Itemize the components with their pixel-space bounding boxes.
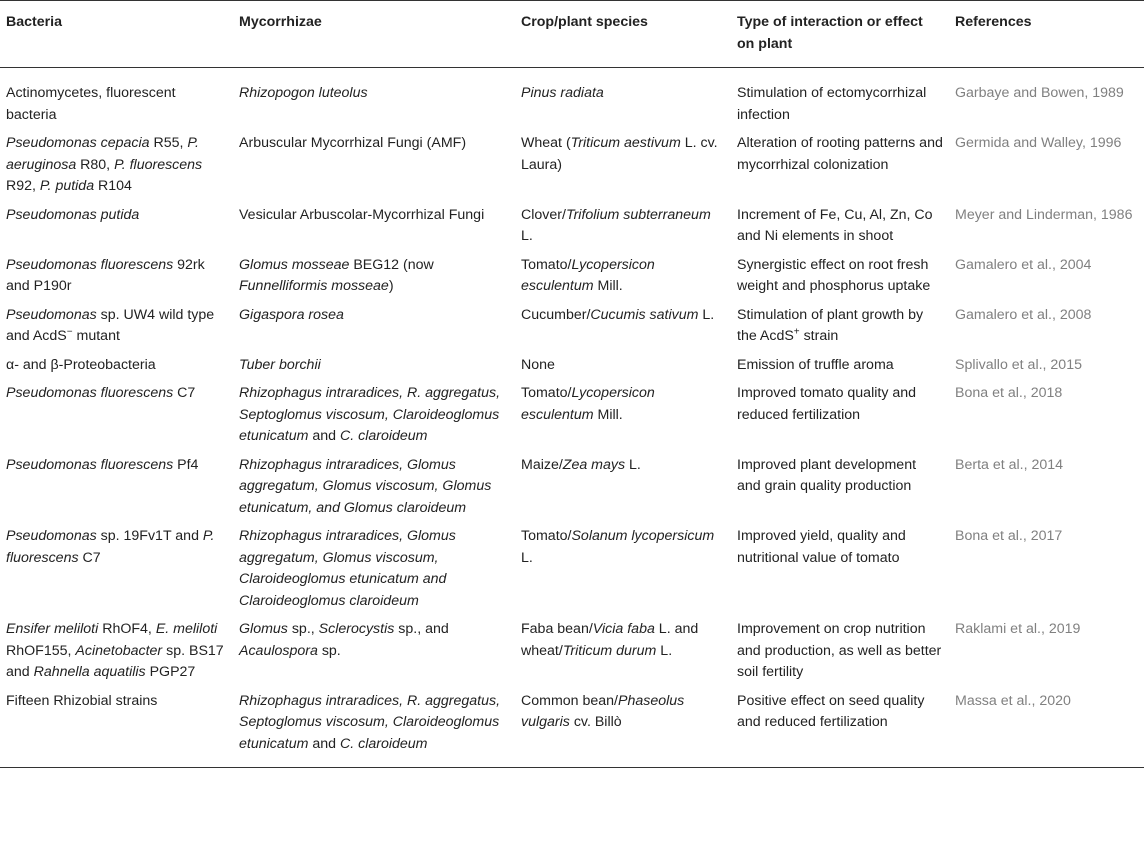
text-run: P. aeruginosa [6, 135, 199, 173]
text-run: Trifolium subterraneum [565, 206, 711, 223]
text-run: Glomus [239, 621, 288, 637]
text-run: Maize/ [521, 456, 563, 473]
text-run: Rahnella aquatilis [33, 664, 146, 680]
cell-bacteria [0, 615, 233, 687]
text-run: C. claroideum [339, 428, 428, 444]
text-run: Emission of truffle aroma [737, 356, 894, 373]
cell-mycorrhizae [233, 129, 515, 201]
table-row [0, 522, 1144, 615]
text-run: L. cv. Laura) [521, 135, 718, 173]
text-run: sp., and [394, 621, 449, 637]
cell-reference-link[interactable]: Splivallo et al., 2015 [955, 356, 1082, 373]
cell-bacteria [0, 251, 233, 301]
text-run: Vicia faba [592, 621, 655, 637]
cell-mycorrhizae [233, 301, 515, 351]
text-run: Vesicular Arbuscolar-Mycorrhizal Fungi [239, 206, 485, 223]
text-run: Pseudomonas fluorescens [6, 256, 174, 273]
header-mycorrhizae: Mycorrhizae [239, 14, 322, 30]
header-effect: Type of interaction or effect on plant [737, 14, 923, 52]
cell-crop [515, 129, 731, 201]
text-run: Funnelliformis mosseae [239, 278, 389, 294]
text-run: Ensifer meliloti [6, 621, 99, 637]
text-run: Pseudomonas fluorescens [6, 456, 174, 473]
text-run: − [66, 326, 73, 338]
text-run: Tomato/ [521, 256, 572, 273]
text-run: mutant [72, 328, 120, 344]
text-run: Positive effect on seed quality and reduced fertilization [737, 692, 925, 730]
cell-effect [731, 451, 949, 523]
text-run: 92rk and P190r [6, 256, 205, 294]
text-run: Stimulation of ectomycorrhizal infection [737, 85, 927, 123]
text-run: L. [625, 456, 641, 473]
cell-reference-link[interactable]: Germida and Walley, 1996 [955, 135, 1122, 151]
cell-mycorrhizae [233, 68, 515, 130]
text-run: Alteration of rooting patterns and mycorrhizal colonization [737, 135, 943, 173]
text-run: C7 [173, 385, 196, 401]
text-run: α- and β-Proteobacteria [6, 356, 156, 373]
cell-mycorrhizae [233, 201, 515, 251]
cell-crop [515, 687, 731, 768]
text-run: sp. [317, 642, 341, 659]
text-run: Mill. [593, 406, 623, 423]
cell-crop [515, 201, 731, 251]
header-row [0, 1, 1144, 68]
text-run: R104 [94, 178, 132, 194]
text-run: cv. Billò [569, 714, 622, 730]
text-run: Phaseolus vulgaris [521, 692, 685, 730]
cell-reference-link[interactable]: Raklami et al., 2019 [955, 621, 1081, 637]
text-run: Glomus mosseae [239, 256, 350, 273]
cell-mycorrhizae [233, 351, 515, 380]
text-run: Cucumis sativum [590, 306, 699, 323]
text-run: Arbuscular Mycorrhizal Fungi (AMF) [239, 135, 467, 151]
text-run: Triticum aestivum [570, 135, 681, 151]
cell-crop [515, 251, 731, 301]
cell-crop [515, 379, 731, 451]
cell-bacteria [0, 351, 233, 380]
text-run: Clover/ [521, 206, 566, 223]
text-run: Mill. [593, 278, 623, 294]
text-run: Cucumber/ [521, 306, 591, 323]
cell-reference-link[interactable]: Massa et al., 2020 [955, 692, 1071, 709]
header-bacteria: Bacteria [6, 14, 62, 30]
cell-mycorrhizae [233, 687, 515, 768]
cell-reference-link[interactable]: Garbaye and Bowen, 1989 [955, 85, 1124, 101]
text-run: Lycopersicon esculentum [521, 256, 655, 294]
text-run: sp. BS17 and [6, 642, 224, 680]
text-run: Improvement on crop nutrition and production, as well as better soil fertility [737, 621, 942, 680]
text-run: Improved plant development and grain quality production [737, 456, 917, 494]
cell-effect [731, 251, 949, 301]
cell-bacteria [0, 522, 233, 615]
table-row [0, 251, 1144, 301]
cell-effect [731, 351, 949, 380]
text-run: L. [521, 549, 533, 566]
text-run: Gigaspora rosea [239, 306, 344, 323]
cell-bacteria [0, 68, 233, 130]
cell-reference-link[interactable]: Berta et al., 2014 [955, 456, 1064, 473]
text-run: Pseudomonas [6, 306, 97, 323]
text-run: Pinus radiata [521, 85, 604, 101]
text-run: P. fluorescens [114, 156, 203, 173]
text-run: L. [656, 642, 673, 659]
cell-effect [731, 379, 949, 451]
table-row [0, 615, 1144, 687]
text-run: PGP27 [145, 664, 196, 680]
table-row [0, 201, 1144, 251]
cell-effect [731, 615, 949, 687]
cell-mycorrhizae [233, 379, 515, 451]
text-run: Pseudomonas [6, 528, 97, 544]
text-run: Wheat ( [521, 135, 571, 151]
cell-bacteria [0, 379, 233, 451]
text-run: Rhizophagus intraradices, R. aggregatus, Septoglomus viscosum, Claroideoglomus etunicatum [239, 385, 501, 444]
cell-bacteria [0, 301, 233, 351]
text-run: Synergistic effect on root fresh weight and phosphorus uptake [737, 256, 931, 294]
cell-bacteria [0, 451, 233, 523]
text-run: sp. UW4 wild type and AcdS [6, 306, 215, 344]
text-run: Zea mays [562, 456, 626, 473]
cell-bacteria [0, 687, 233, 768]
table-row [0, 129, 1144, 201]
cell-crop [515, 351, 731, 380]
text-run: Pf4 [173, 456, 199, 473]
cell-bacteria [0, 201, 233, 251]
text-run: Rhizopogon luteolus [239, 85, 368, 101]
text-run: Tomato/ [521, 385, 572, 401]
text-run: Pseudomonas cepacia [6, 135, 150, 151]
header-references: References [955, 14, 1032, 30]
text-run: Tuber borchii [239, 356, 321, 373]
text-run: Rhizophagus intraradices, Glomus aggregatum, Glomus viscosum, Claroideoglomus etunicatum and Claroideoglomus claroideum [239, 528, 456, 609]
cell-mycorrhizae [233, 615, 515, 687]
text-run: Solanum lycopersicum [571, 528, 715, 544]
text-run: P. putida [39, 178, 95, 194]
text-run: BEG12 (now [349, 256, 434, 273]
cell-crop [515, 68, 731, 130]
table-row [0, 68, 1144, 130]
text-run: L. [521, 228, 533, 244]
text-run: RhOF4, [98, 621, 156, 637]
cell-effect [731, 201, 949, 251]
table-row [0, 379, 1144, 451]
cell-crop [515, 522, 731, 615]
text-run: Common bean/ [521, 692, 618, 709]
text-run: sp. 19Fv1T and [96, 528, 203, 544]
table-row [0, 451, 1144, 523]
text-run: Pseudomonas fluorescens [6, 385, 174, 401]
text-run: strain [799, 328, 839, 344]
text-run: Actinomycetes, fluorescent bacteria [6, 85, 176, 123]
text-run: R92, [6, 178, 40, 194]
cell-reference-link[interactable]: Bona et al., 2017 [955, 528, 1063, 544]
text-run: Sclerocystis [318, 621, 395, 637]
text-run: Rhizophagus intraradices, R. aggregatus, Septoglomus viscosum, Claroideoglomus etunicatum [239, 692, 501, 752]
cell-mycorrhizae [233, 522, 515, 615]
text-run: Acaulospora [239, 642, 318, 659]
text-run: ) [388, 278, 394, 294]
text-run: and [308, 428, 340, 444]
text-run: C7 [78, 549, 101, 566]
table-row [0, 351, 1144, 380]
text-run: Improved yield, quality and nutritional value of tomato [737, 528, 906, 566]
text-run: L. [698, 306, 715, 323]
text-run: Triticum durum [562, 642, 657, 659]
text-run: L. and wheat/ [521, 621, 699, 659]
text-run: Acinetobacter [75, 642, 163, 659]
text-run: Tomato/ [521, 528, 572, 544]
cell-crop [515, 451, 731, 523]
text-run: Fifteen Rhizobial strains [6, 692, 158, 709]
cell-mycorrhizae [233, 251, 515, 301]
cell-reference-link[interactable]: Gamalero et al., 2008 [955, 306, 1092, 323]
cell-mycorrhizae [233, 451, 515, 523]
text-run: Faba bean/ [521, 621, 593, 637]
table-header [0, 1, 1144, 68]
cell-crop [515, 615, 731, 687]
table-body [0, 68, 1144, 768]
text-run: R55, [149, 135, 188, 151]
text-run: E. meliloti [155, 621, 218, 637]
cell-crop [515, 301, 731, 351]
text-run: Increment of Fe, Cu, Al, Zn, Co and Ni elements in shoot [737, 206, 933, 244]
header-crop: Crop/plant species [521, 14, 648, 30]
text-run: C. claroideum [339, 735, 428, 752]
text-run: RhOF155, [6, 642, 76, 659]
text-run: R80, [76, 156, 115, 173]
cell-bacteria [0, 129, 233, 201]
text-run: Lycopersicon esculentum [521, 385, 655, 423]
text-run: Pseudomonas putida [6, 206, 140, 223]
table-row [0, 687, 1144, 768]
text-run: None [521, 356, 555, 373]
text-run: + [793, 326, 800, 338]
text-run: Improved tomato quality and reduced fertilization [737, 385, 917, 423]
cell-reference-link[interactable]: Gamalero et al., 2004 [955, 256, 1092, 273]
text-run: sp., [287, 621, 319, 637]
cell-effect [731, 68, 949, 130]
text-run: Rhizophagus intraradices, Glomus aggregatum, Glomus viscosum, Glomus etunicatum, and Glomus claroideum [239, 456, 492, 516]
text-run: and [308, 735, 340, 752]
cell-effect [731, 522, 949, 615]
cell-reference-link[interactable]: Bona et al., 2018 [955, 385, 1063, 401]
cell-effect [731, 301, 949, 351]
table-row [0, 301, 1144, 351]
text-run: Stimulation of plant growth by the AcdS [737, 306, 924, 344]
cell-effect [731, 129, 949, 201]
text-run: P. fluorescens [6, 528, 215, 566]
cell-reference-link[interactable]: Meyer and Linderman, 1986 [955, 206, 1133, 223]
cell-effect [731, 687, 949, 768]
